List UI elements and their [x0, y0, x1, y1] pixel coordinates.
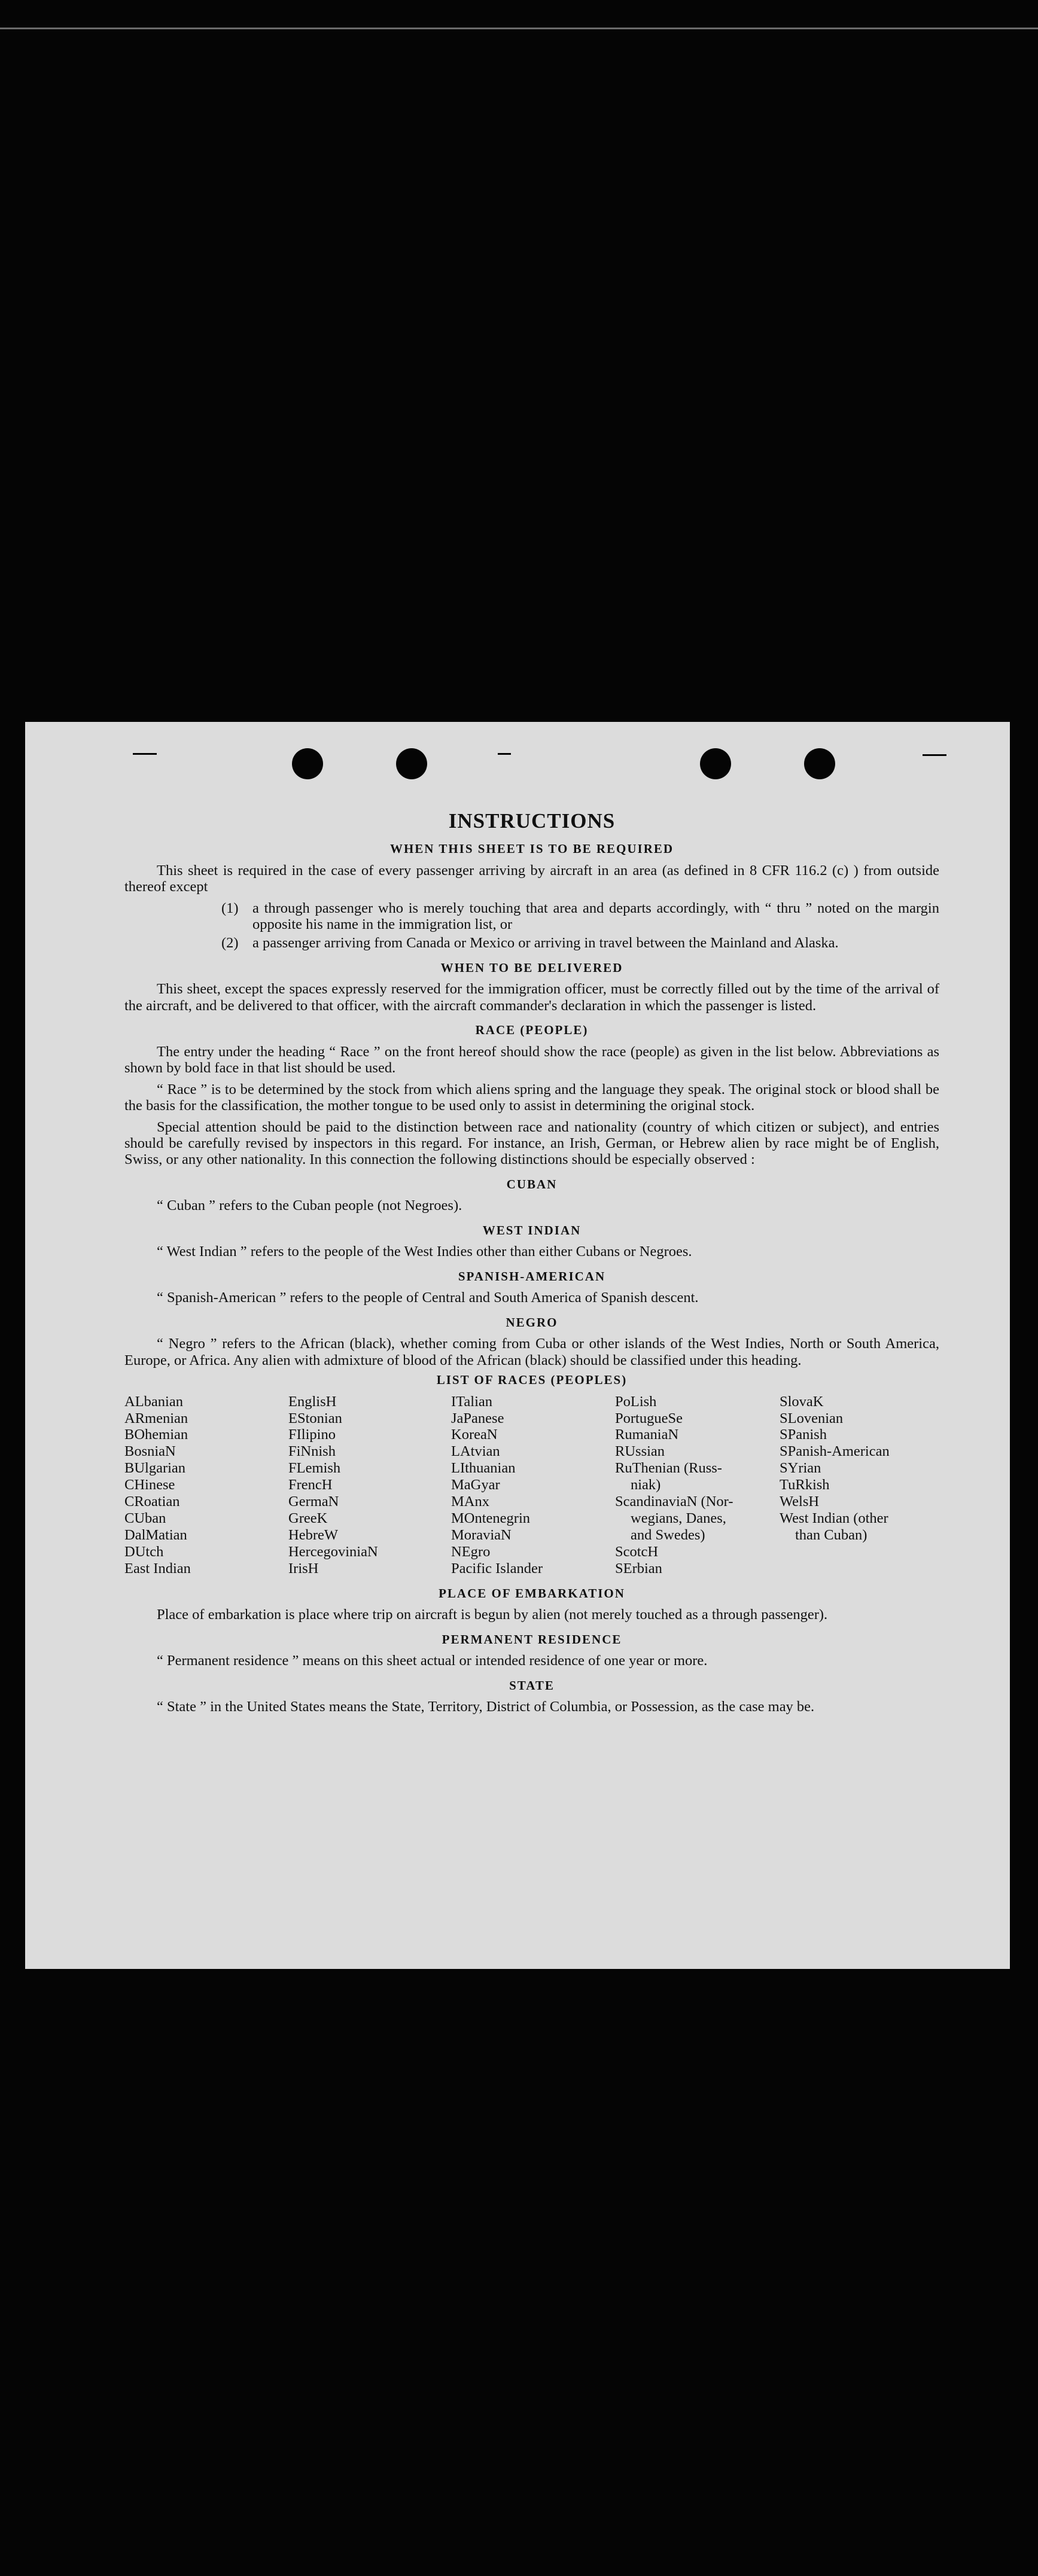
heading-permanent-residence: PERMANENT RESIDENCE [442, 1632, 622, 1647]
list-item [124, 900, 939, 933]
race-entry: EStonian [288, 1410, 342, 1426]
race-entry: FiNnish [288, 1443, 336, 1460]
race-entry: wegians, Danes, [631, 1510, 726, 1527]
race-entry: BOhemian [124, 1426, 188, 1443]
race-entry: BosniaN [124, 1443, 176, 1460]
race-entry: JaPanese [451, 1410, 504, 1426]
race-entry: SPanish-American [780, 1443, 890, 1460]
race-entry: ScotcH [615, 1543, 659, 1560]
race-entry: IrisH [288, 1560, 319, 1577]
races-column-3 [451, 1394, 615, 1577]
page-title: INSTRUCTIONS [448, 809, 616, 833]
race-entry: FIlipino [288, 1426, 336, 1443]
races-column-4 [615, 1394, 780, 1577]
race-entry: LAtvian [451, 1443, 500, 1460]
heading-state: STATE [509, 1678, 555, 1693]
race-entry: MoraviaN [451, 1527, 512, 1543]
races-column-1 [124, 1394, 288, 1577]
race-entry: SLovenian [780, 1410, 844, 1426]
heading-when-delivered: WHEN TO BE DELIVERED [440, 960, 623, 975]
paragraph-when-required: This sheet is required in the case of every passenger arriving by aircraft in an area (as defined in 8 CFR 116.2 (c) ) from outside thereof except [124, 862, 939, 895]
race-entry: KoreaN [451, 1426, 498, 1443]
race-entry: WelsH [780, 1493, 820, 1510]
race-entry: HercegoviniaN [288, 1543, 378, 1560]
paragraph-when-delivered: This sheet, except the spaces expressly reserved for the immigration officer, must be correctly filled out by the time of the arrival of the aircraft, and be delivered to that officer, with the aircraft commander's declaration in which the passenger is listed. [124, 981, 939, 1014]
races-column-2 [288, 1394, 451, 1577]
heading-cuban: CUBAN [506, 1176, 558, 1191]
paragraph-cuban: “ Cuban ” refers to the Cuban people (not Negroes). [157, 1197, 462, 1214]
race-entry: FLemish [288, 1460, 341, 1477]
races-list [124, 1394, 939, 1577]
race-entry: BUlgarian [124, 1460, 186, 1477]
race-entry: PortugueSe [615, 1410, 683, 1426]
race-entry: FrencH [288, 1477, 333, 1493]
item-number: (2) [221, 935, 239, 952]
paragraph-spanish-american: “ Spanish-American ” refers to the people of Central and South America of Spanish descent. [157, 1289, 699, 1306]
race-entry: NEgro [451, 1543, 491, 1560]
scan-mark [498, 753, 511, 755]
race-entry: SErbian [615, 1560, 662, 1577]
race-entry: RumaniaN [615, 1426, 679, 1443]
race-entry: EnglisH [288, 1393, 337, 1410]
top-border-line [0, 28, 1038, 29]
race-entry: ALbanian [124, 1393, 183, 1410]
race-entry: CRoatian [124, 1493, 180, 1510]
paragraph-state: “ State ” in the United States means the State, Territory, District of Columbia, or Possession, as the case may be. [157, 1699, 815, 1715]
item-number: (1) [221, 900, 239, 916]
race-entry: RuThenian (Russ- [615, 1460, 722, 1477]
race-entry: East Indian [124, 1560, 191, 1577]
race-entry: MOntenegrin [451, 1510, 530, 1527]
punch-hole [700, 748, 731, 779]
race-entry: HebreW [288, 1527, 338, 1543]
race-entry: GreeK [288, 1510, 328, 1527]
race-entry: ITalian [451, 1393, 493, 1410]
race-entry: niak) [631, 1477, 661, 1493]
instructions-content [124, 809, 939, 1720]
paragraph-race-3: Special attention should be paid to the distinction between race and nationality (country of which citizen or subject), and entries should be carefully revised by inspectors in this regard. For instance, an Irish, German, or Hebrew alien by race might be of English, Swiss, or any other nationality. In this connection the following distinctions should be especially observed : [124, 1118, 939, 1168]
list-item [124, 935, 939, 951]
paragraph-negro: “ Negro ” refers to the African (black), whether coming from Cuba or other islands of the West Indies, North or South America, Europe, or Africa. Any alien with admixture of blood of the African (black) should be classified under this heading. [124, 1336, 939, 1368]
race-entry: ScandinaviaN (Nor- [615, 1493, 733, 1510]
race-entry: GermaN [288, 1493, 339, 1510]
punch-hole [292, 748, 323, 779]
item-text: a passenger arriving from Canada or Mexico or arriving in travel between the Mainland and Alaska. [252, 935, 839, 952]
race-entry: SPanish [780, 1426, 827, 1443]
heading-embarkation: PLACE OF EMBARKATION [439, 1586, 625, 1601]
races-column-5 [780, 1394, 939, 1577]
instruction-sheet [25, 722, 1010, 1969]
race-entry: West Indian (other [780, 1510, 888, 1527]
paragraph-west-indian: “ West Indian ” refers to the people of the West Indies other than either Cubans or Negroes. [157, 1243, 692, 1260]
heading-negro: NEGRO [506, 1315, 558, 1330]
race-entry: DUtch [124, 1543, 164, 1560]
race-entry: MaGyar [451, 1477, 500, 1493]
race-entry: DalMatian [124, 1527, 187, 1543]
heading-spanish-american: SPANISH-AMERICAN [458, 1269, 606, 1284]
paragraph-embarkation: Place of embarkation is place where trip on aircraft is begun by alien (not merely touched as a through passenger). [157, 1606, 828, 1623]
race-entry: SlovaK [780, 1393, 824, 1410]
heading-west-indian: WEST INDIAN [482, 1223, 582, 1237]
paragraph-race-1: The entry under the heading “ Race ” on the front hereof should show the race (people) as given in the list below. Abbreviations as shown by bold face in that list should be used. [124, 1043, 939, 1077]
race-entry: LIthuanian [451, 1460, 516, 1477]
race-entry: CUban [124, 1510, 166, 1527]
heading-race: RACE (PEOPLE) [475, 1023, 589, 1038]
race-entry: PoLish [615, 1393, 657, 1410]
race-entry: TuRkish [780, 1477, 830, 1493]
paragraph-race-2: “ Race ” is to be determined by the stock from which aliens spring and the language they speak. The original stock or blood shall be the basis for the classification, the mother tongue to be used only to assist in determining the original stock. [124, 1081, 939, 1114]
heading-list-of-races: LIST OF RACES (PEOPLES) [436, 1373, 628, 1388]
scan-mark [133, 753, 157, 755]
punch-hole [396, 748, 427, 779]
race-entry: CHinese [124, 1477, 175, 1493]
paragraph-permanent-residence: “ Permanent residence ” means on this sheet actual or intended residence of one year or more. [157, 1653, 708, 1669]
heading-when-required: WHEN THIS SHEET IS TO BE REQUIRED [389, 842, 674, 856]
race-entry: than Cuban) [795, 1527, 867, 1543]
punch-hole [804, 748, 835, 779]
item-text: a through passenger who is merely touching that area and departs accordingly, with “ thru ” noted on the margin opposite his name in the immigration list, or [252, 900, 939, 933]
race-entry: and Swedes) [631, 1527, 705, 1543]
race-entry: ARmenian [124, 1410, 188, 1426]
exception-list [124, 900, 939, 952]
race-entry: Pacific Islander [451, 1560, 543, 1577]
race-entry: SYrian [780, 1460, 821, 1477]
scan-mark [923, 754, 946, 756]
race-entry: MAnx [451, 1493, 489, 1510]
race-entry: RUssian [615, 1443, 665, 1460]
